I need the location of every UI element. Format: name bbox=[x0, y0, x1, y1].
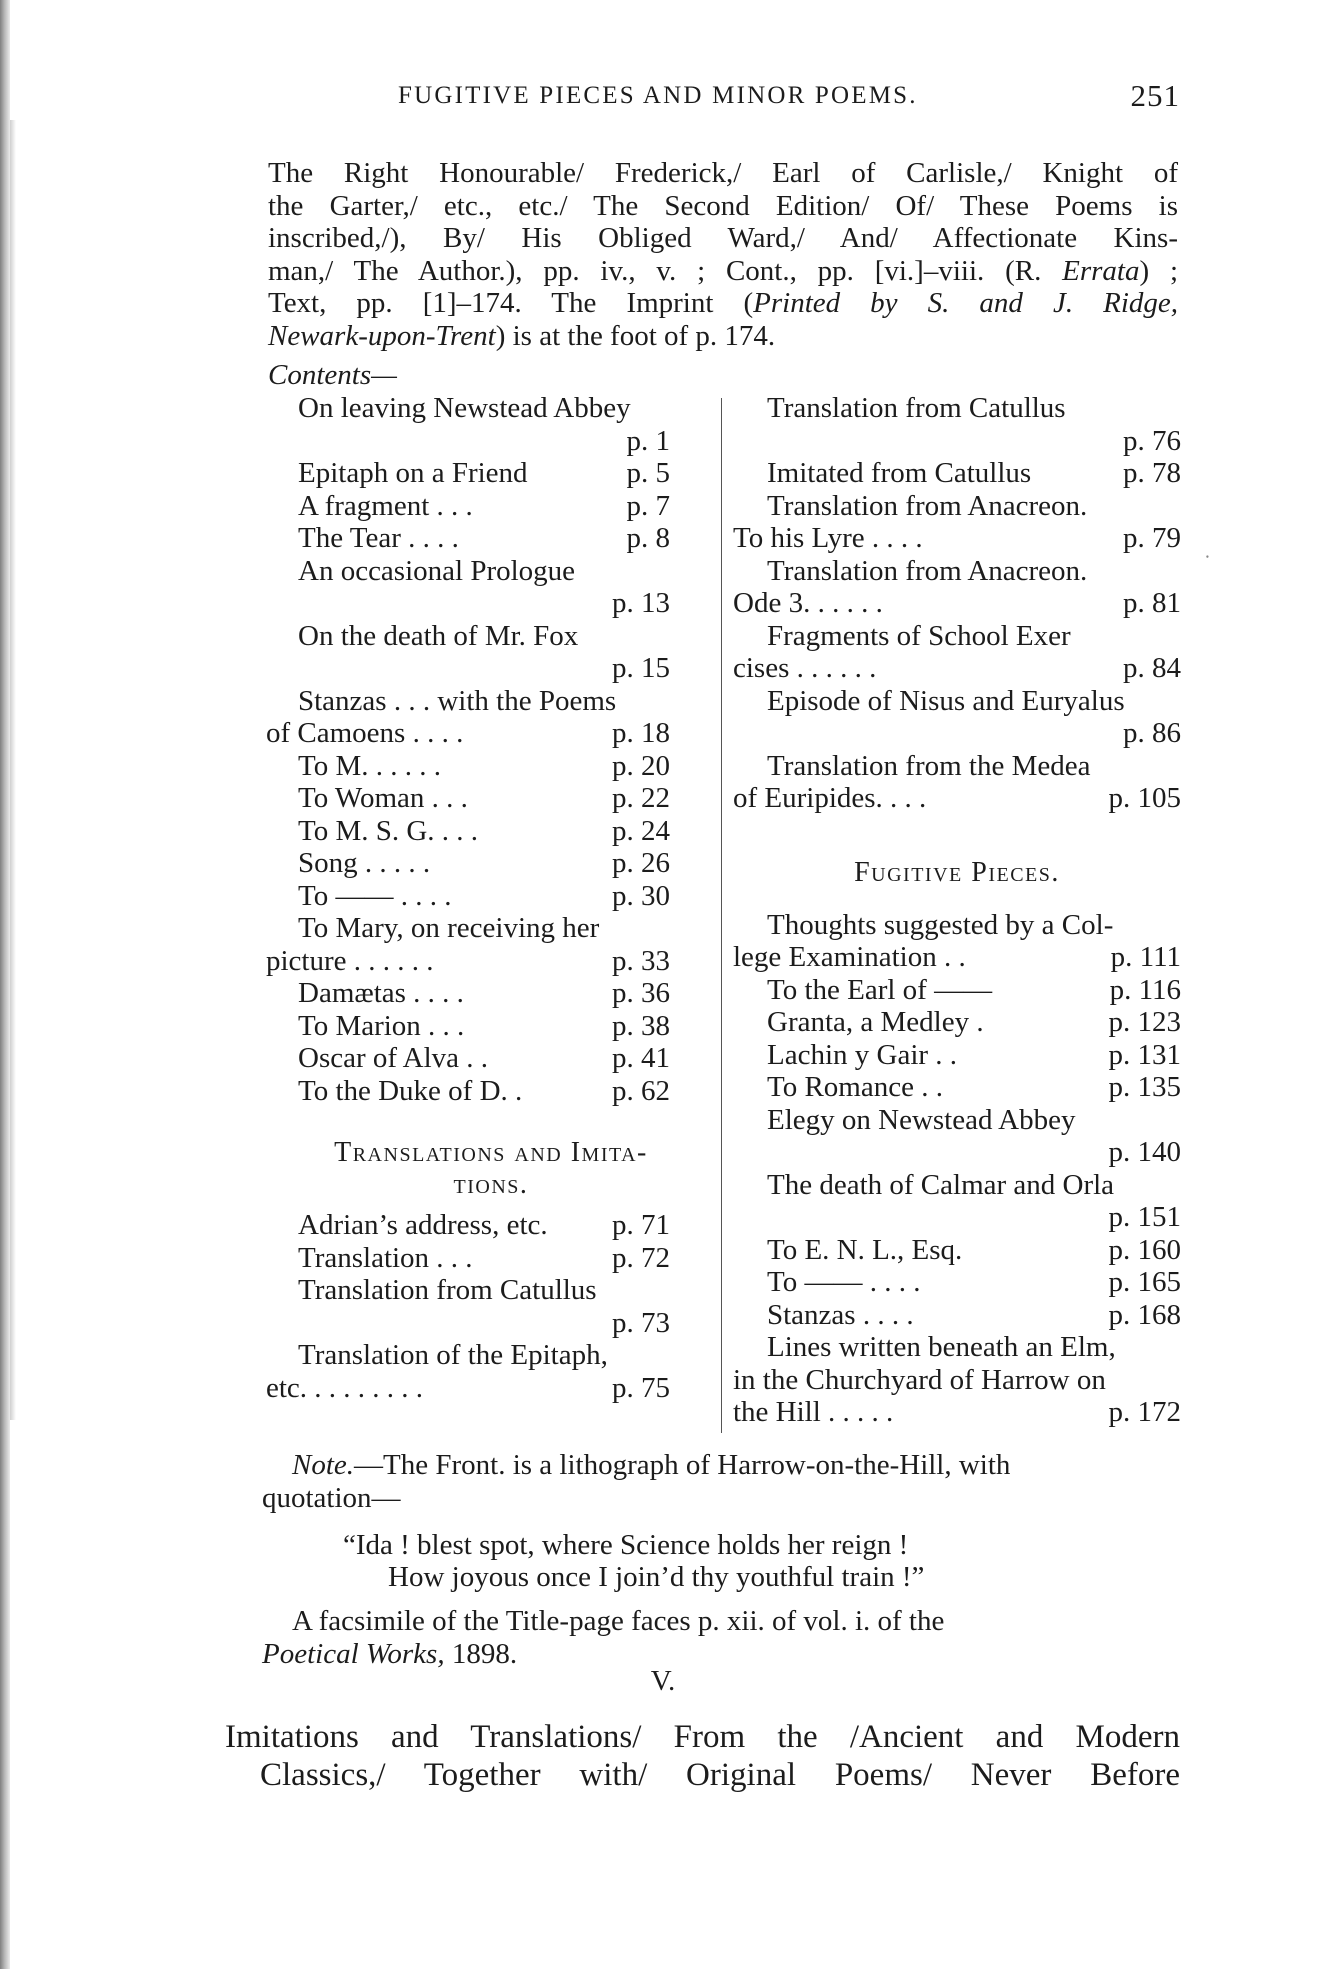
contents-entry bbox=[733, 1201, 1181, 1234]
contents-entry bbox=[733, 782, 1181, 815]
contents-entry bbox=[733, 620, 1181, 653]
entry-page: p. 135 bbox=[1108, 1071, 1181, 1103]
contents-entry bbox=[733, 490, 1181, 523]
page-binding-shadow bbox=[10, 120, 16, 1420]
entry-title: Episode of Nisus and Euryalus bbox=[767, 684, 1125, 717]
contents-entry bbox=[266, 977, 716, 1010]
contents-left-column bbox=[266, 392, 716, 1404]
contents-entry bbox=[733, 750, 1181, 783]
page-number: 251 bbox=[1130, 78, 1180, 113]
entry-page: p. 7 bbox=[626, 489, 670, 522]
contents-entry bbox=[733, 1331, 1181, 1364]
imitations-line-2: Classics,/ Together with/ Original Poems/ Never Before bbox=[260, 1757, 1180, 1793]
contents-entry bbox=[733, 1396, 1181, 1429]
entry-page: p. 116 bbox=[1109, 973, 1181, 1006]
contents-entry bbox=[266, 522, 716, 555]
entry-page: p. 84 bbox=[1123, 652, 1181, 684]
entry-page: p. 78 bbox=[1123, 457, 1181, 489]
entry-page: p. 38 bbox=[612, 1009, 670, 1042]
entry-title: Epitaph on a Friend bbox=[298, 457, 528, 489]
contents-entry bbox=[266, 815, 716, 848]
contents-entry bbox=[266, 620, 716, 653]
contents-right-column bbox=[733, 392, 1181, 1429]
entry-title: Granta, a Medley . bbox=[767, 1006, 984, 1038]
errata-word: Errata bbox=[1062, 254, 1140, 287]
entry-page: p. 79 bbox=[1123, 522, 1181, 554]
note-label: Note. bbox=[292, 1449, 355, 1481]
contents-entry bbox=[733, 1136, 1181, 1169]
contents-entry bbox=[266, 1372, 716, 1405]
entry-page: p. 168 bbox=[1108, 1298, 1181, 1331]
entry-page: p. 105 bbox=[1108, 782, 1181, 814]
contents-entry bbox=[266, 1242, 716, 1275]
entry-title: On leaving Newstead Abbey bbox=[298, 392, 631, 424]
contents-entry bbox=[266, 1042, 716, 1075]
contents-entry bbox=[266, 847, 716, 880]
entry-page: p. 131 bbox=[1108, 1038, 1181, 1071]
contents-entry bbox=[266, 392, 716, 425]
contents-entry bbox=[733, 1266, 1181, 1299]
entry-page: p. 20 bbox=[612, 749, 670, 782]
entry-title: Translation of the Epitaph, bbox=[298, 1339, 608, 1371]
entry-title: Translation from Catullus bbox=[298, 1274, 597, 1306]
contents-entry bbox=[733, 1364, 1181, 1397]
entry-page: p. 24 bbox=[612, 814, 670, 847]
intro-line-4: man,/ The Author.), pp. iv., v. ; Cont., pp. [vi.]–viii. (R. Errata) ; bbox=[268, 254, 1179, 287]
imprint-place: Newark-upon-Trent bbox=[268, 319, 496, 352]
entry-title: Ode 3. . . . . . bbox=[733, 587, 883, 619]
note-paragraph bbox=[262, 1449, 1178, 1514]
entry-title: Damætas . . . . bbox=[298, 977, 464, 1009]
intro-line-1: The Right Honourable/ Frederick,/ Earl of Carlisle,/ Knight of bbox=[268, 157, 1178, 189]
running-title: FUGITIVE PIECES AND MINOR POEMS. bbox=[398, 82, 918, 109]
contents-entry bbox=[733, 941, 1181, 974]
entry-page: p. 86 bbox=[1123, 717, 1181, 749]
entry-title: An occasional Prologue bbox=[298, 554, 576, 587]
entry-title: Translation from Catullus bbox=[767, 392, 1066, 424]
contents-entry bbox=[266, 880, 716, 913]
contents-entry bbox=[733, 1039, 1181, 1072]
intro-line-5: Text, pp. [1]–174. The Imprint (Printed by S. and J. Ridge, bbox=[268, 287, 1179, 319]
entry-title: cises . . . . . . bbox=[733, 652, 877, 684]
entry-title: Translation . . . bbox=[298, 1241, 473, 1274]
entry-title: Lines written beneath an Elm, bbox=[767, 1331, 1116, 1363]
entry-page: p. 160 bbox=[1108, 1233, 1181, 1266]
entry-title: To Romance . . bbox=[767, 1071, 943, 1103]
contents-entry bbox=[733, 1006, 1181, 1039]
contents-entry bbox=[733, 425, 1181, 458]
contents-entry bbox=[733, 1299, 1181, 1332]
contents-entry bbox=[733, 974, 1181, 1007]
contents-entry bbox=[733, 555, 1181, 588]
entry-page: p. 5 bbox=[626, 457, 670, 489]
facsimile-line-1: A facsimile of the Title-page faces p. xii. of vol. i. of the bbox=[292, 1605, 945, 1637]
contents-entry bbox=[266, 945, 716, 978]
contents-entry bbox=[266, 1339, 716, 1372]
entry-page: p. 18 bbox=[612, 717, 670, 749]
entry-page: p. 81 bbox=[1123, 587, 1181, 619]
intro-line-6: Newark-upon-Trent) is at the foot of p. 174. bbox=[268, 319, 776, 352]
contents-entry bbox=[733, 685, 1181, 718]
contents-entry bbox=[733, 587, 1181, 620]
entry-title: Stanzas . . . . bbox=[767, 1298, 914, 1331]
contents-entry bbox=[266, 587, 716, 620]
contents-entry bbox=[733, 652, 1181, 685]
entry-page: p. 26 bbox=[612, 847, 670, 879]
contents-entry bbox=[266, 490, 716, 523]
contents-entry bbox=[733, 457, 1181, 490]
entry-page: p. 30 bbox=[612, 879, 670, 912]
imitations-title bbox=[225, 1718, 1180, 1794]
entry-title: Translation from Anacreon. bbox=[767, 554, 1088, 587]
entry-title: lege Examination . . bbox=[733, 941, 966, 973]
entry-page: p. 41 bbox=[612, 1042, 670, 1074]
contents-entry bbox=[266, 717, 716, 750]
contents-heading: Contents— bbox=[268, 359, 397, 391]
entry-title: To his Lyre . . . . bbox=[733, 522, 923, 554]
entry-page: p. 13 bbox=[612, 587, 670, 619]
entry-title: To the Earl of —— bbox=[767, 973, 993, 1006]
section-heading-fugitive: Fugitive Pieces. bbox=[854, 856, 1060, 888]
running-header bbox=[398, 78, 1180, 122]
column-divider bbox=[721, 398, 722, 1433]
entry-title: Fragments of School Exer bbox=[767, 619, 1071, 652]
contents-entry bbox=[733, 909, 1181, 942]
contents-entry bbox=[266, 1010, 716, 1043]
entry-page: p. 76 bbox=[1123, 424, 1181, 457]
contents-entry bbox=[266, 1209, 716, 1242]
facsimile-year: 1898. bbox=[444, 1637, 518, 1670]
entry-title: Stanzas . . . with the Poems bbox=[298, 684, 617, 717]
entry-title: A fragment . . . bbox=[298, 489, 473, 522]
entry-page: p. 33 bbox=[612, 944, 670, 977]
entry-title: of Camoens . . . . bbox=[266, 717, 464, 749]
facsimile-paragraph bbox=[262, 1605, 1178, 1670]
entry-page: p. 73 bbox=[612, 1306, 670, 1339]
entry-title: Lachin y Gair . . bbox=[767, 1038, 958, 1071]
entry-page: p. 36 bbox=[612, 977, 670, 1009]
imprint-printer: Printed by S. and J. Ridge, bbox=[753, 287, 1179, 319]
contents-entry bbox=[266, 425, 716, 458]
entry-title: The death of Calmar and Orla bbox=[767, 1168, 1115, 1201]
paper-mark: ⸱ bbox=[1205, 547, 1210, 567]
entry-page: p. 1 bbox=[626, 424, 670, 457]
poetical-works: Poetical Works, bbox=[262, 1637, 445, 1670]
entry-title: Translation from the Medea bbox=[767, 749, 1091, 782]
entry-title: To M. . . . . . bbox=[298, 749, 441, 782]
entry-page: p. 172 bbox=[1108, 1396, 1181, 1428]
entry-page: p. 22 bbox=[612, 782, 670, 814]
contents-entry bbox=[733, 1104, 1181, 1137]
section-number-v: V. bbox=[650, 1665, 676, 1697]
entry-title: On the death of Mr. Fox bbox=[298, 619, 579, 652]
contents-entry bbox=[733, 1234, 1181, 1267]
contents-entry bbox=[266, 750, 716, 783]
entry-title: etc. . . . . . . . . bbox=[266, 1371, 424, 1404]
contents-entry bbox=[733, 1169, 1181, 1202]
intro-line-3: inscribed,/), By/ His Obliged Ward,/ And/ Affectionate Kins- bbox=[268, 222, 1178, 254]
entry-title: To Marion . . . bbox=[298, 1009, 465, 1042]
entry-page: p. 140 bbox=[1108, 1136, 1181, 1168]
entry-page: p. 123 bbox=[1108, 1006, 1181, 1038]
entry-title: picture . . . . . . bbox=[266, 944, 434, 977]
entry-title: Adrian’s address, etc. bbox=[298, 1209, 548, 1241]
entry-page: p. 165 bbox=[1108, 1266, 1181, 1298]
entry-page: p. 111 bbox=[1110, 941, 1181, 973]
entry-title: of Euripides. . . . bbox=[733, 782, 927, 814]
entry-page: p. 75 bbox=[612, 1371, 670, 1404]
contents-entry bbox=[733, 717, 1181, 750]
entry-title: in the Churchyard of Harrow on bbox=[733, 1363, 1106, 1396]
entry-title: To Woman . . . bbox=[298, 782, 468, 814]
entry-page: p. 71 bbox=[612, 1209, 670, 1241]
intro-paragraph bbox=[268, 157, 1178, 352]
contents-entry bbox=[266, 555, 716, 588]
quote-line-1: “Ida ! blest spot, where Science holds her reign ! bbox=[343, 1529, 909, 1561]
entry-title: the Hill . . . . . bbox=[733, 1396, 894, 1428]
contents-entry bbox=[733, 1071, 1181, 1104]
entry-title: The Tear . . . . bbox=[298, 522, 459, 554]
entry-title: To Mary, on receiving her bbox=[298, 912, 600, 944]
intro-line-2: the Garter,/ etc., etc./ The Second Edition/ Of/ These Poems is bbox=[268, 189, 1178, 222]
entry-title: Thoughts suggested by a Col- bbox=[767, 908, 1114, 941]
entry-title: Song . . . . . bbox=[298, 847, 431, 879]
entry-page: p. 8 bbox=[626, 522, 670, 554]
note-text-2: quotation— bbox=[262, 1481, 401, 1514]
entry-title: Elegy on Newstead Abbey bbox=[767, 1103, 1076, 1136]
entry-title: Oscar of Alva . . bbox=[298, 1042, 489, 1074]
section-heading-translations: Translations and Imita- tions. bbox=[334, 1137, 648, 1200]
contents-entry bbox=[266, 652, 716, 685]
entry-page: p. 15 bbox=[612, 652, 670, 684]
entry-title: To M. S. G. . . . bbox=[298, 814, 479, 847]
entry-page: p. 72 bbox=[612, 1241, 670, 1274]
quote-line-2: How joyous once I join’d thy youthful train !” bbox=[388, 1561, 925, 1593]
contents-entry bbox=[266, 912, 716, 945]
entry-title: To the Duke of D. . bbox=[298, 1074, 523, 1107]
contents-entry bbox=[266, 1307, 716, 1340]
entry-page: p. 151 bbox=[1108, 1201, 1181, 1233]
contents-entry bbox=[266, 1274, 716, 1307]
contents-entry bbox=[733, 522, 1181, 555]
contents-entry bbox=[266, 782, 716, 815]
entry-title: Imitated from Catullus bbox=[767, 457, 1032, 489]
contents-entry bbox=[733, 392, 1181, 425]
contents-entry bbox=[266, 685, 716, 718]
entry-title: To —— . . . . bbox=[298, 879, 452, 912]
entry-title: To —— . . . . bbox=[767, 1266, 921, 1298]
imitations-line-1: Imitations and Translations/ From the /Ancient and Modern bbox=[225, 1719, 1180, 1755]
note-text-1: —The Front. is a lithograph of Harrow-on-the-Hill, with bbox=[354, 1449, 1011, 1481]
entry-title: Translation from Anacreon. bbox=[767, 489, 1088, 522]
entry-page: p. 62 bbox=[612, 1074, 670, 1107]
contents-entry bbox=[266, 457, 716, 490]
entry-title: To E. N. L., Esq. bbox=[767, 1233, 963, 1266]
contents-entry bbox=[266, 1075, 716, 1108]
